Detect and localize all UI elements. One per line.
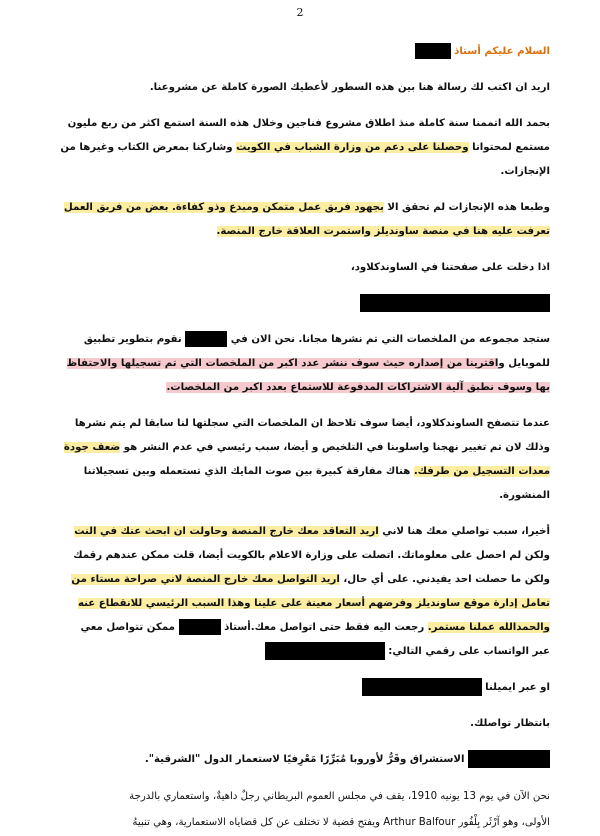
closing-line: بانتظار تواصلك. <box>470 718 550 729</box>
page-number: 2 <box>296 6 304 19</box>
redacted-title-start <box>468 750 550 768</box>
greeting: السلام عليكم أستاذ <box>454 46 550 57</box>
quality-paragraph: عندما تتصفح الساوندكلاود، أيضا سوف تلاحظ ان الملخصات التي سجلتها لنا سابقا لم يتم نشرها وذلك لان تم تغيير نهجنا واسلوبنا في التلخيص و أيضا، سبب رئيسي في عدم النشر هو ضعف جودة معدات التسجيل من طرفك. هناك مفارقة كبيرة بين صوت المايك الذي تستعمله وبين تسجيلاتنا المنشورة. <box>63 418 550 501</box>
contact-paragraph: أخيرا، سبب تواصلي معك هنا لاني اريد التعاقد معك خارج المنصة وحاولت ان ابحث عنك في النت ولكن لم احصل على معلوماتك. اتصلت على وزارة الاعلام بالكويت أيضا، قلت ممكن عندهم رقمك ولكن ما حصلت احد يفيدني. على أي حال، اريد التواصل معك خارج المنصة لاني صراحة مستاء من تعامل إدارة موقع ساونديلز وفرضهم أسعار معينة على علينا وهذا السبب الرئيسي للانقطاع عنه والحمدالله عملنا مستمر. رجعت اليه فقط حتى اتواصل معك.أستاذ ممكن تتواصل معي عبر الواتساب على رقمي التالي: <box>50 520 550 664</box>
redacted-company <box>185 331 227 347</box>
redacted-email <box>362 678 482 696</box>
redacted-phone <box>265 642 385 660</box>
letter-body <box>50 40 550 836</box>
app-paragraph: ستجد مجموعه من الملخصات التي تم نشرها مجانا. نحن الان في نقوم بتطوير تطبيق للموبايل واقترينا من إصداره حيث سوف ننشر عدد اكبر من الملخصات التي تم تسجيلها والاحتفاظ بها وسوف نطبق آلية الاشتراكات المدفوعة للاستماع بعدد اكبر من الملخصات. <box>50 328 550 400</box>
redacted-name <box>415 43 451 59</box>
achievements-paragraph: بحمد الله اتممنا سنة كاملة منذ اطلاق مشروع فناجين وخلال هذه السنة استمع اكثر من ربع مليون مستمع لمحتوانا وحصلنا على دعم من وزارة الشباب في الكويت وشاركنا بمعرض الكتاب وغيرها من الإنجازات. <box>60 118 550 177</box>
email-line: او عبر ايميلنا <box>50 676 550 700</box>
redacted-block-1 <box>50 292 550 316</box>
greeting-line <box>50 40 550 64</box>
soundcloud-paragraph: اذا دخلت على صفحتنا في الساوندكلاود، <box>350 262 550 273</box>
intro-paragraph: اريد ان اكتب لك رسالة هنا بين هذه السطور لأعطيك الصورة كاملة عن مشروعنا. <box>149 82 550 93</box>
team-paragraph: وطبعا هذه الإنجازات لم تحقق الا بجهود فريق عمل متمكن ومبدع وذو كفاءة. بعض من فريق العمل تعرفت عليه هنا في منصة ساونديلز واستمرت العلاقة خارج المنصة. <box>63 202 550 237</box>
redacted-name-2 <box>179 619 221 635</box>
article-title: الاستشراق وقَرُّ لأوروبا مُبَرِّرًا مَعْرِفيًا لاستعمار الدول "الشرقية". <box>50 748 550 772</box>
article-body: نحن الآن في يوم 13 يونيه 1910، يقف في مجلس العموم البريطاني رجلٌ داهيةٌ، واستعماري بالدرجة الأولى، وهو آرْثَر بِلْفُور Arthur Balfour ويفتح قضية لا تختلف عن كل قضاياه الاستعمارية، وهي تنبيهُ <box>129 791 550 828</box>
